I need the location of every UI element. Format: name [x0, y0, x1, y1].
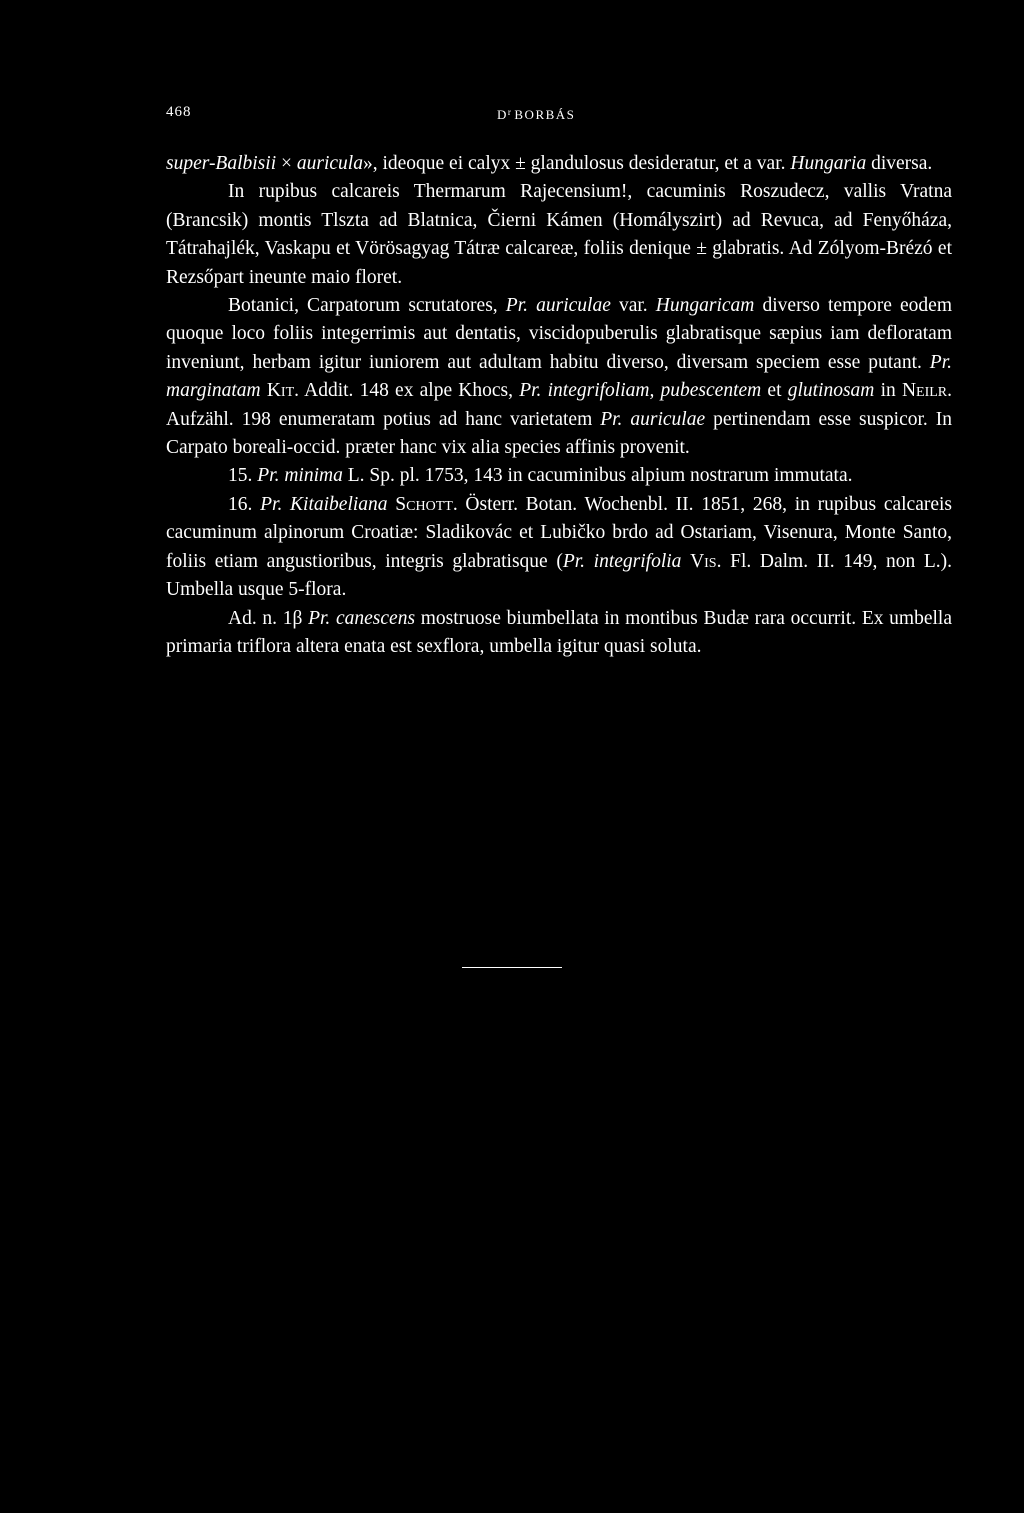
text-run: pertinendam esse suspicor. In Carpato boreali-occid. præter hanc vix alia species affinis provenit. [166, 408, 952, 459]
paragraph [166, 150, 952, 178]
text-run: . Addit. 148 ex alpe Khocs, [294, 380, 520, 402]
author-name: BORBÁS [514, 107, 576, 122]
italic-run: Pr. canescens [308, 607, 416, 629]
italic-run: Pr. auriculae [600, 408, 706, 430]
text-run: . Fl. Dalm. II. 149, non L.). Umbella usque 5-flora. [166, 550, 953, 601]
text-run: var. [610, 295, 656, 317]
paragraph [166, 605, 952, 662]
page-number: 468 [166, 104, 192, 120]
smallcaps-run: Kit [266, 380, 295, 402]
italic-run: Pr. auriculae [505, 295, 611, 317]
smallcaps-run: Vis [690, 550, 717, 572]
italic-run: Pr. integrifolia [562, 550, 682, 572]
italic-run: glutinosam [787, 380, 875, 402]
text-run: diverso tempore eodem quoque loco foliis integerrimis aut dentatis, viscidopuberulis glabratisque sæpius iam defloratam inveniunt, herbam igitur iuniorem aut adultam habitu diverso, diversam speciem esse putant. [166, 295, 952, 373]
text-run: . Aufzähl. 198 enumeratam potius ad hanc varietatem [166, 380, 953, 430]
italic-run: auricula [296, 153, 363, 174]
text-run: », ideoque ei calyx ± glandulosus desideratur, et a var. [362, 153, 791, 174]
text-run: L. Sp. pl. 1753, 143 in cacuminibus alpium nostrarum immutata. [342, 465, 853, 487]
italic-run: Pr. Kitaibeliana [260, 493, 388, 515]
text-run: × [276, 153, 297, 174]
text-run: mostruose biumbellata in montibus Budæ rara occurrit. Ex umbella primaria triflora altera enata est sexflora, umbella igitur quasi soluta. [166, 607, 952, 657]
smallcaps-run: Neilr [901, 380, 948, 402]
text-run: In rupibus calcareis Thermarum Rajecensium!, cacuminis Roszudecz, vallis Vratna (Brancsik) montis Tlszta ad Blatnica, Čierni Kámen (Homályszirt) ad Revuca, ad Fenyőháza, Tátrahajlék, Vaskapu et Vörösagyag Tátræ calcareæ, foliis denique ± glabratis. Ad Zólyom-Brézó et Rezsőpart ineunte maio floret. [166, 181, 952, 288]
text-run: diversa. [866, 153, 933, 174]
text-run: 15. [228, 465, 258, 487]
italic-run: Hungaricam [655, 295, 755, 317]
text-run: 16. [228, 493, 261, 515]
paragraph [166, 462, 952, 490]
text-run [681, 551, 690, 572]
author-prefix-sup: r [507, 107, 513, 117]
text-run: in [874, 380, 902, 402]
text-run: Ad. n. 1β [228, 607, 309, 629]
paragraph [166, 178, 952, 292]
italic-run: super-Balbisii [166, 153, 277, 174]
paragraph [166, 292, 952, 462]
running-head [497, 107, 575, 123]
italic-run: Hungaria [790, 153, 867, 174]
italic-run: Pr. integrifoliam, pubescentem [519, 380, 762, 402]
italic-run: Pr. minima [257, 465, 343, 487]
text-run: Botanici, Carpatorum scrutatores, [228, 295, 506, 317]
text-run: et [761, 380, 788, 402]
paragraph [166, 491, 952, 605]
author-prefix: D [497, 107, 508, 122]
italic-run: Pr. marginatam [166, 351, 952, 402]
body-text [166, 150, 952, 661]
section-divider [462, 967, 562, 968]
text-run: . Österr. Botan. Wochenbl. II. 1851, 268, in rupibus calcareis cacuminum alpinorum Croatiæ: Sladikovác et Lubičko brdo ad Ostariam, Visenura, Monte Santo, foliis etiam angustioribus, integris glabratisque ( [166, 493, 953, 572]
smallcaps-run: Schott [395, 493, 453, 515]
